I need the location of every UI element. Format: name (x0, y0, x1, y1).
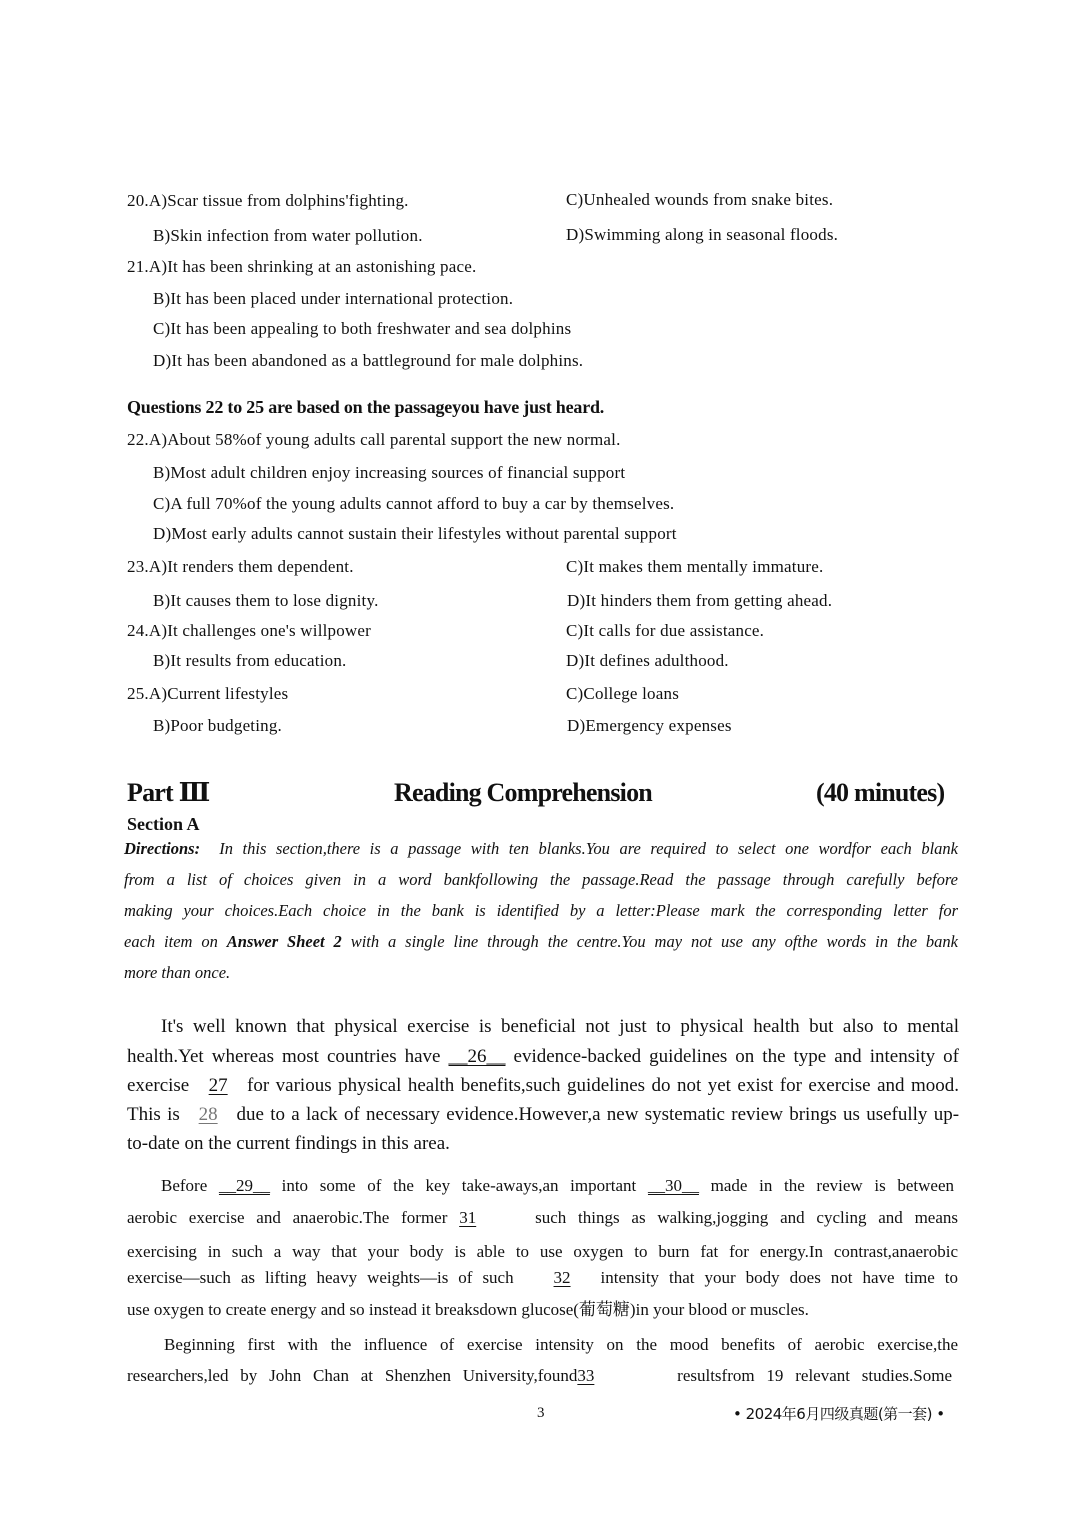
part-time: (40 minutes) (816, 778, 945, 807)
directions-line-2: from a list of choices given in a word bankfollowing the passage.Read the passage through carefully before (124, 870, 958, 889)
section-title: Section A (127, 814, 200, 834)
q25-option-c: C)College loans (566, 684, 680, 703)
blank-30: __30__ (647, 1176, 699, 1195)
q25-option-d: D)Emergency expenses (567, 716, 732, 735)
q25-option-b: B)Poor budgeting. (153, 716, 283, 735)
q23-option-a: 23.A)It renders them dependent. (127, 557, 354, 576)
answer-sheet-label: Answer Sheet 2 (226, 932, 342, 951)
blank-29: __29__ (218, 1176, 270, 1195)
q21-option-b: B)It has been placed under international protection. (153, 289, 514, 308)
part-label: Part Ⅲ (127, 778, 210, 807)
p1-line-1: It's well known that physical exercise is beneficial not just to physical health but also to mental (161, 1016, 959, 1037)
q22-option-d: D)Most early adults cannot sustain their lifestyles without parental support (153, 524, 677, 543)
q22-option-a: 22.A)About 58%of young adults call parental support the new normal. (127, 430, 621, 449)
q20-option-d: D)Swimming along in seasonal floods. (566, 225, 839, 244)
p3-line-1: Beginning first with the influence of exercise intensity on the mood benefits of aerobic exercise,the (164, 1335, 958, 1354)
q20-option-b: B)Skin infection from water pollution. (153, 226, 423, 245)
q20-option-a: 20.A)Scar tissue from dolphins'fighting. (127, 191, 409, 210)
page-number: 3 (537, 1405, 545, 1421)
directions-line-1: Directions: In this section,there is a passage with ten blanks.You are required to select one wordfor each blank (124, 839, 958, 858)
p2-line-3: exercising in such a way that your body is able to use oxygen to burn fat for energy.In contrast,anaerobic (127, 1242, 958, 1261)
p2-line-1: Before __29__ into some of the key take-aways,an important __30__ made in the review is between (161, 1176, 954, 1195)
q20-option-c: C)Unhealed wounds from snake bites. (566, 190, 834, 209)
blank-31: 31 (459, 1208, 477, 1227)
blank-32: 32 (553, 1268, 571, 1287)
blank-28: 28 (198, 1104, 218, 1125)
q21-option-c: C)It has been appealing to both freshwater and sea dolphins (153, 319, 572, 338)
p1-line-2: health.Yet whereas most countries have __26__ evidence-backed guidelines on the type and intensity of (127, 1046, 959, 1067)
blank-26: __26__ (448, 1046, 506, 1067)
q24-option-d: D)It defines adulthood. (566, 651, 729, 670)
q21-option-d: D)It has been abandoned as a battleground for male dolphins. (153, 351, 584, 370)
p1-line-5: to-date on the current findings in this area. (127, 1133, 450, 1154)
q24-option-a: 24.A)It challenges one's willpower (127, 621, 372, 640)
q22-option-c: C)A full 70%of the young adults cannot afford to buy a car by themselves. (153, 494, 675, 513)
q24-option-b: B)It results from education. (153, 651, 347, 670)
exam-title-footer: • 2024年6月四级真题(第一套) • (733, 1405, 945, 1423)
questions-heading: Questions 22 to 25 are based on the passageyou have just heard. (127, 397, 605, 417)
q24-option-c: C)It calls for due assistance. (566, 621, 765, 640)
directions-line-5: more than once. (124, 963, 231, 982)
part-title: Reading Comprehension (394, 778, 652, 807)
q23-option-d: D)It hinders them from getting ahead. (567, 591, 833, 610)
directions-line-4: each item on Answer Sheet 2 with a single line through the centre.You may not use any ofthe words in the bank (124, 932, 958, 951)
directions-line-3: making your choices.Each choice in the bank is identified by a letter:Please mark the corresponding letter for (124, 901, 958, 920)
p1-line-3: exercise 27 for various physical health benefits,such guidelines do not yet exist for exercise and mood. (127, 1075, 960, 1096)
p2-line-5: use oxygen to create energy and so instead it breaksdown glucose(葡萄糖)in your blood or muscles. (127, 1300, 809, 1319)
directions-label: Directions: (124, 839, 201, 858)
blank-33: 33 (577, 1366, 595, 1385)
blank-27: 27 (208, 1075, 228, 1096)
q21-option-a: 21.A)It has been shrinking at an astonishing pace. (127, 257, 477, 276)
q25-option-a: 25.A)Current lifestyles (127, 684, 289, 703)
p3-line-2: researchers,led by John Chan at Shenzhen University,found33 resultsfrom 19 relevant studies.Some (127, 1366, 953, 1385)
q22-option-b: B)Most adult children enjoy increasing sources of financial support (153, 463, 626, 482)
p2-line-2: aerobic exercise and anaerobic.The former 31 such things as walking,jogging and cycling and means (127, 1208, 959, 1227)
p2-line-4: exercise—such as lifting heavy weights—is of such 32 intensity that your body does not have time to (127, 1268, 958, 1287)
q23-option-c: C)It makes them mentally immature. (566, 557, 824, 576)
q23-option-b: B)It causes them to lose dignity. (153, 591, 379, 610)
p1-line-4: This is 28 due to a lack of necessary evidence.However,a new systematic review brings us usefully up- (127, 1104, 960, 1125)
